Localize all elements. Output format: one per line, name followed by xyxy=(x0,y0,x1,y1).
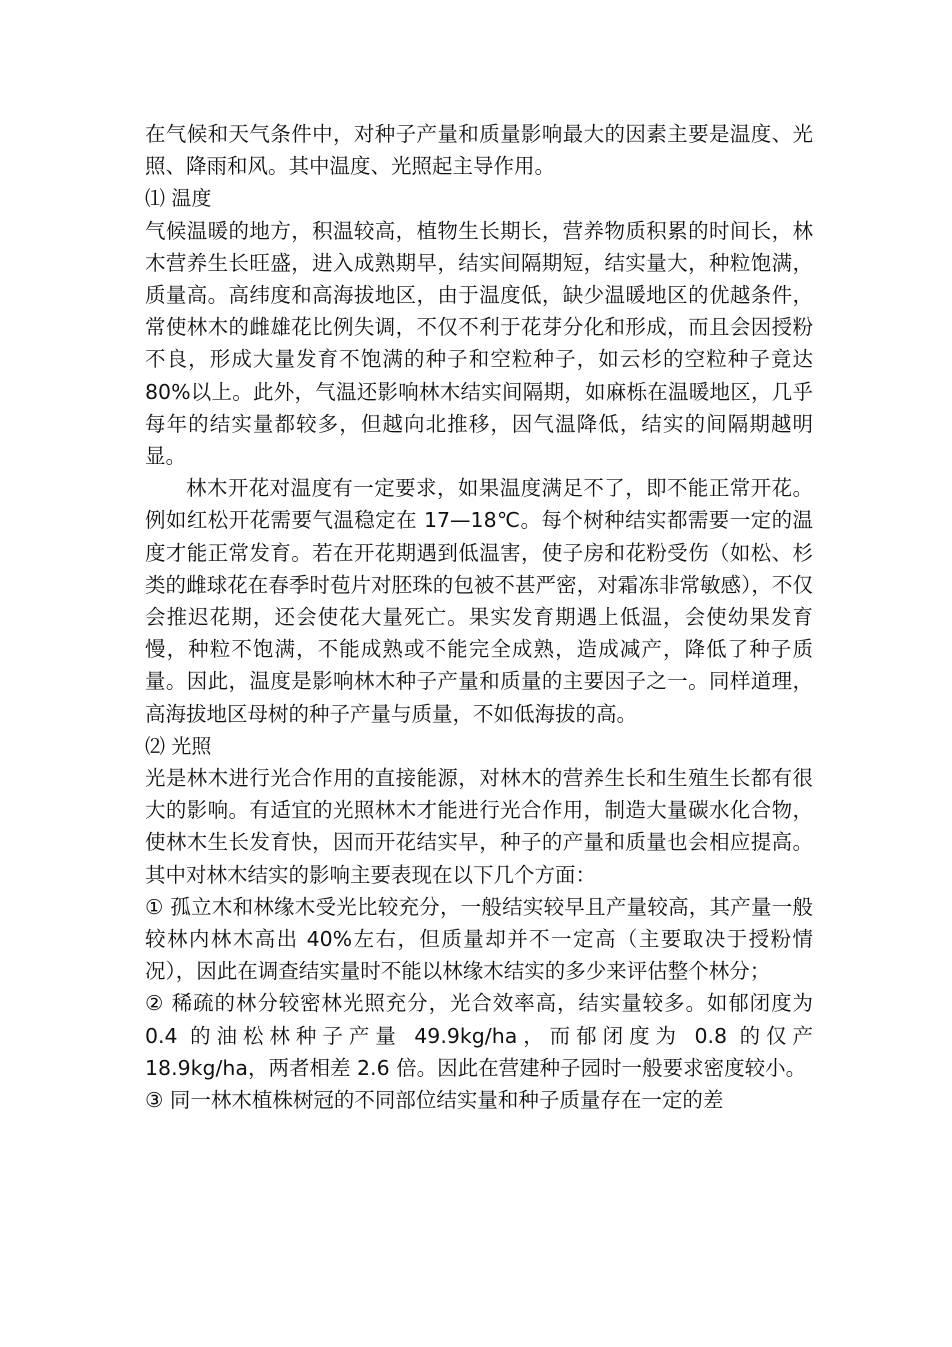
intro-paragraph: 在气候和天气条件中，对种子产量和质量影响最大的因素主要是温度、光照、降雨和风。其中温度、光照起主导作用。 xyxy=(145,122,813,179)
section-heading-temperature: ⑴ 温度 xyxy=(145,186,212,211)
light-list-item-1: ① 孤立木和林缘木受光比较充分，一般结实较早且产量较高，其产量一般较林内林木高出 40%左右，但质量却并不一定高（主要取决于授粉情况），因此在调查结实量时不能以林缘木结实的多少来评估整个林分； xyxy=(145,894,813,984)
section-heading-light: ⑵ 光照 xyxy=(145,733,212,758)
document-page xyxy=(145,118,813,1116)
temperature-paragraph-2: 林木开花对温度有一定要求，如果温度满足不了，即不能正常开花。例如红松开花需要气温稳定在 17—18℃。每个树种结实都需要一定的温度才能正常发育。若在开花期遇到低温害，使子房和花粉受伤（如松、杉类的雌球花在春季时苞片对胚珠的包被不甚严密，对霜冻非常敏感），不仅会推迟花期，还会使花大量死亡。果实发育期遇上低温，会使幼果发育慢，种粒不饱满，不能成熟或不能完全成熟，造成减产，降低了种子质量。因此，温度是影响林木种子产量和质量的主要因子之一。同样道理，高海拔地区母树的种子产量与质量，不如低海拔的高。 xyxy=(145,476,813,726)
light-list-item-3: ③ 同一林木植株树冠的不同部位结实量和种子质量存在一定的差 xyxy=(145,1088,724,1113)
light-paragraph-1: 光是林木进行光合作用的直接能源，对林木的营养生长和生殖生长都有很大的影响。有适宜的光照林木才能进行光合作用，制造大量碳水化合物，使林木生长发育快，因而开花结实早，种子的产量和质量也会相应提高。其中对林木结实的影响主要表现在以下几个方面： xyxy=(145,766,813,887)
light-list-item-2: ② 稀疏的林分较密林光照充分，光合效率高，结实量较多。如郁闭度为 0.4 的油松林种子产量 49.9kg/ha，而郁闭度为 0.8 的仅产 18.9kg/ha，两者相差 2.6 倍。因此在营建种子园时一般要求密度较小。 xyxy=(145,991,813,1080)
temperature-paragraph-1: 气候温暖的地方，积温较高，植物生长期长，营养物质积累的时间长，林木营养生长旺盛，进入成熟期早，结实间隔期短，结实量大，种粒饱满，质量高。高纬度和高海拔地区，由于温度低，缺少温暖地区的优越条件，常使林木的雌雄花比例失调，不仅不利于花芽分化和形成，而且会因授粉不良，形成大量发育不饱满的种子和空粒种子，如云杉的空粒种子竟达 80%以上。此外，气温还影响林木结实间隔期，如麻栎在温暖地区，几乎每年的结实量都较多，但越向北推移，因气温降低，结实的间隔期越明显。 xyxy=(145,218,813,469)
